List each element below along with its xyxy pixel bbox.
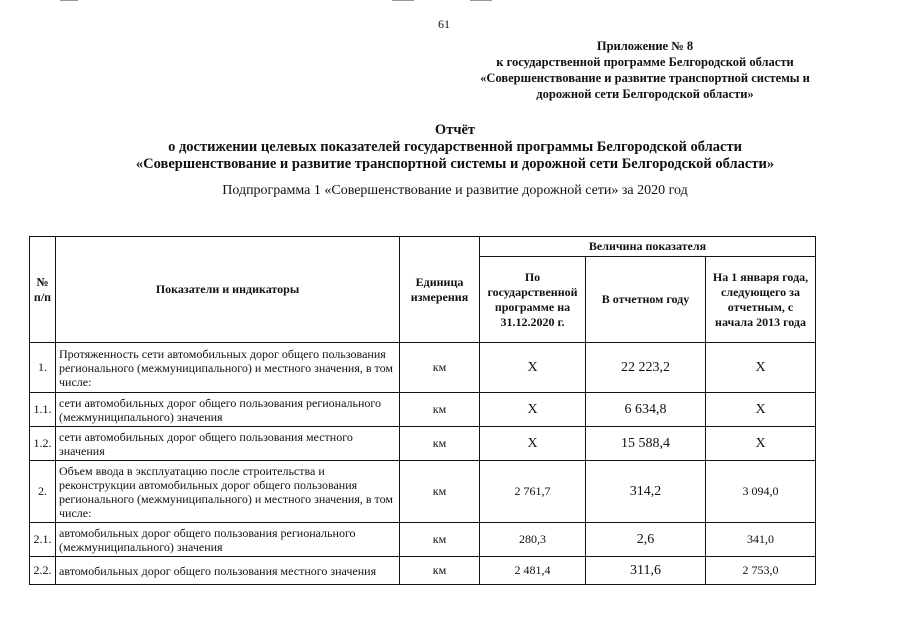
row-name: автомобильных дорог общего пользования местного значения (56, 557, 400, 585)
row-name: Протяженность сети автомобильных дорог общего пользования регионального (межмуниципального) и местного значения, в том числе: (56, 343, 400, 393)
row-unit: км (400, 523, 480, 557)
table-row (30, 523, 816, 557)
table-row (30, 427, 816, 461)
title-line: Отчёт (434, 122, 476, 138)
report-title (40, 122, 870, 173)
row-year: 311,6 (586, 557, 706, 585)
row-num: 2. (30, 461, 56, 523)
row-num: 1.1. (30, 393, 56, 427)
row-year: 15 588,4 (586, 427, 706, 461)
row-num: 1.2. (30, 427, 56, 461)
row-unit: км (400, 557, 480, 585)
appendix-line: дорожной сети Белгородской области» (536, 87, 754, 101)
appendix-note (470, 38, 820, 102)
row-unit: км (400, 461, 480, 523)
row-name: автомобильных дорог общего пользования регионального (межмуниципального) значения (56, 523, 400, 557)
row-program: Х (480, 343, 586, 393)
row-name: сети автомобильных дорог общего пользования регионального (межмуниципального) значения (56, 393, 400, 427)
appendix-line: «Совершенствование и развитие транспортной системы и (480, 71, 810, 85)
header-num: № п/п (30, 237, 56, 343)
page-number: 61 (438, 17, 450, 31)
header-program: По государственной программе на 31.12.2020 г. (480, 257, 586, 343)
table-row (30, 343, 816, 393)
row-num: 2.1. (30, 523, 56, 557)
header-unit: Единица измерения (400, 237, 480, 343)
table-row (30, 393, 816, 427)
table-row (30, 557, 816, 585)
row-year: 314,2 (586, 461, 706, 523)
row-cumulative: Х (706, 427, 816, 461)
row-cumulative: Х (706, 343, 816, 393)
indicators-table (29, 236, 816, 585)
row-year: 6 634,8 (586, 393, 706, 427)
appendix-line: Приложение № 8 (596, 39, 694, 53)
row-year: 22 223,2 (586, 343, 706, 393)
subprogram-subtitle: Подпрограмма 1 «Совершенствование и развитие дорожной сети» за 2020 год (222, 183, 688, 198)
row-cumulative: Х (706, 393, 816, 427)
row-name: сети автомобильных дорог общего пользования местного значения (56, 427, 400, 461)
row-program: 2 761,7 (480, 461, 586, 523)
scan-edge-line (470, 0, 492, 1)
row-cumulative: 3 094,0 (706, 461, 816, 523)
row-num: 2.2. (30, 557, 56, 585)
row-cumulative: 341,0 (706, 523, 816, 557)
row-program: Х (480, 393, 586, 427)
appendix-line: к государственной программе Белгородской области (496, 55, 794, 69)
row-num: 1. (30, 343, 56, 393)
scan-edge-line (392, 0, 414, 1)
row-cumulative: 2 753,0 (706, 557, 816, 585)
table-row (30, 461, 816, 523)
title-line: о достижении целевых показателей государственной программы Белгородской области (168, 139, 742, 155)
scan-edge-line (60, 0, 78, 1)
row-program: 2 481,4 (480, 557, 586, 585)
header-name: Показатели и индикаторы (56, 237, 400, 343)
row-unit: км (400, 427, 480, 461)
row-year: 2,6 (586, 523, 706, 557)
header-cumulative: На 1 января года, следующего за отчетным, с начала 2013 года (706, 257, 816, 343)
row-name: Объем ввода в эксплуатацию после строительства и реконструкции автомобильных дорог общего пользования регионального (межмуниципального) и местного значения, в том числе: (56, 461, 400, 523)
row-program: Х (480, 427, 586, 461)
title-line: «Совершенствование и развитие транспортной системы и дорожной сети Белгородской области» (135, 156, 775, 172)
row-unit: км (400, 393, 480, 427)
row-unit: км (400, 343, 480, 393)
row-program: 280,3 (480, 523, 586, 557)
header-value-group: Величина показателя (480, 237, 816, 257)
header-reporting-year: В отчетном году (586, 257, 706, 343)
